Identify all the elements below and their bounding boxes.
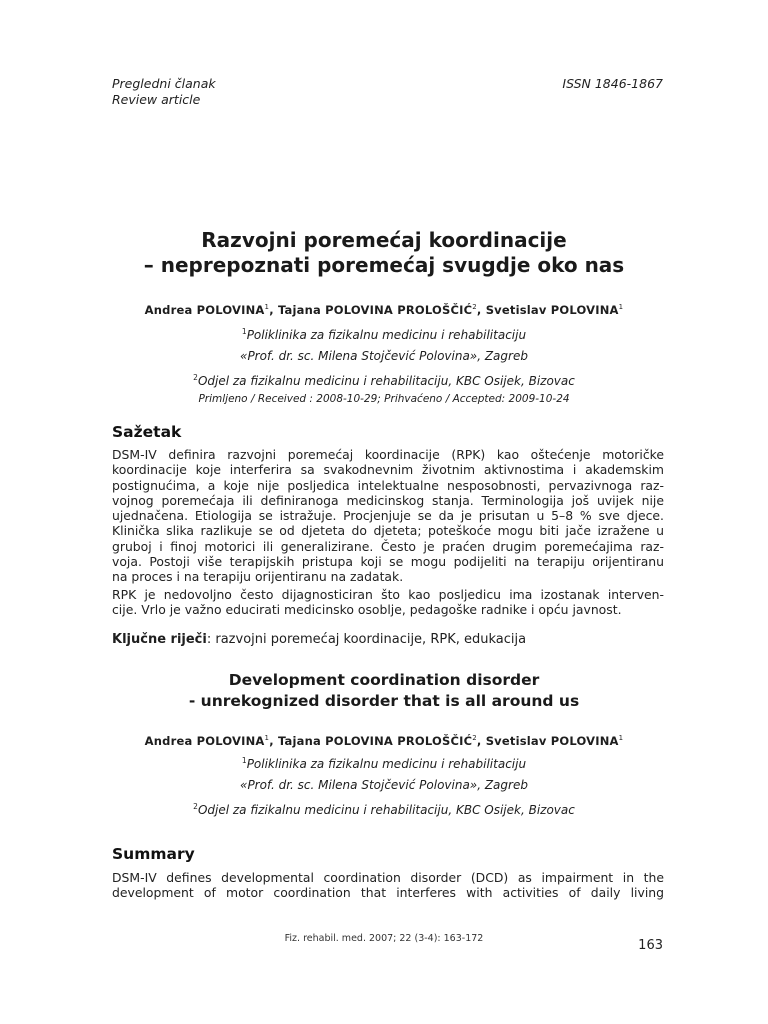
text-line: na proces i na terapiju orijentiranu na zadatak. [112, 569, 404, 585]
text-line: voja. Postoji više terapijskih pristupa koji se mogu podijeliti na terapiju orijentiranu [112, 554, 664, 570]
keywords [112, 632, 526, 647]
text-line: vojnog poremećaja ili definiranoga medicinskog stanja. Terminologija još uvijek nije [112, 492, 664, 508]
issn: ISSN 1846-1867 [562, 76, 663, 91]
keywords-label: Ključne riječi [112, 632, 207, 647]
text-line: cije. Vrlo je važno educirati medicinsko osoblje, pedagoške radnike i opću javnost. [112, 602, 622, 618]
affiliations-en [90, 750, 678, 821]
affiliation-2-line1: Odjel za fizikalnu medicinu i rehabilitaciju, KBC Osijek, Bizovac [197, 374, 575, 388]
author-name: Andrea POLOVINA [144, 734, 265, 748]
author-sup: 1 [618, 303, 624, 312]
article-type [112, 76, 216, 108]
title-hr-line2: – neprepoznati poremećaj svugdje oko nas [143, 253, 625, 277]
text-line: postignućima, a koje nije posljedica intelektualne nesposobnosti, pervazivnoga raz- [112, 477, 664, 493]
summary-paragraph-1 [112, 870, 664, 901]
text-line: Klinička slika razlikuje se od djeteta do djeteta; poteškoće mogu biti jače izražene u [112, 523, 664, 539]
affiliation-sup: 1 [241, 327, 247, 336]
author-name: Svetislav POLOVINA [485, 734, 619, 748]
text-line: ujednačena. Etiologija se istražuje. Procjenjuje se da je prisutan u 5–8 % sve djece. [112, 508, 664, 524]
author-sup: 2 [472, 303, 477, 312]
text-line: DSM-IV defines developmental coordination disorder (DCD) as impairment in the [112, 870, 664, 885]
author-list-en: Andrea POLOVINA$^1$, Tajana POLOVINA PROLOŠČIĆ$^2$, Svetislav POLOVINA$^1$ [144, 734, 624, 748]
summary-heading: Summary [112, 845, 195, 863]
title-en-line2: - unrekognized disorder that is all around us [188, 692, 580, 710]
text-line: gruboj i finoj motorici ili generalizirane. Često je praćen drugim poremećajima raz- [112, 538, 664, 554]
sazetak-paragraph-2 [112, 587, 664, 618]
author-sup: 1 [264, 734, 270, 743]
author-name: Tajana POLOVINA PROLOŠČIĆ [277, 303, 473, 317]
author-sup: 1 [264, 303, 270, 312]
affiliation-1-line2: «Prof. dr. sc. Milena Stojčević Polovina», Zagreb [240, 349, 528, 363]
keywords-text: : razvojni poremećaj koordinacije, RPK, edukacija [206, 632, 527, 647]
affiliation-sup: 1 [241, 756, 247, 765]
journal-citation: Fiz. rehabil. med. 2007; 22 (3-4): 163-172 [284, 933, 484, 944]
text-line: DSM-IV definira razvojni poremećaj koordinacije (RPK) kao oštećenje motoričke [112, 447, 664, 462]
sazetak-heading: Sažetak [112, 423, 182, 441]
author-name: Svetislav POLOVINA [485, 303, 619, 317]
author-sup: 2 [472, 734, 477, 743]
title-en-line1: Development coordination disorder [228, 671, 540, 689]
text-line: koordinacije koje interferira sa svakodnevnim životnim aktivnostima i akademskim [112, 462, 664, 478]
title-hr-line1: Razvojni poremećaj koordinacije [201, 228, 567, 252]
title-english [90, 670, 678, 712]
article-type-en: Review article [112, 92, 201, 107]
author-list: Andrea POLOVINA$^1$, Tajana POLOVINA PROLOŠČIĆ$^2$, Svetislav POLOVINA$^1$ [144, 303, 624, 317]
author-name: Tajana POLOVINA PROLOŠČIĆ [277, 734, 473, 748]
affiliation-2-line1: Odjel za fizikalnu medicinu i rehabilitaciju, KBC Osijek, Bizovac [197, 803, 575, 817]
author-sup: 1 [618, 734, 624, 743]
affiliation-1-line1: Poliklinika za fizikalnu medicinu i rehabilitaciju [246, 328, 527, 342]
text-line: RPK je nedovoljno često dijagnosticiran što kao posljedicu ima izostanak interven- [112, 587, 664, 602]
affiliations [90, 321, 678, 392]
affiliation-1-line1: Poliklinika za fizikalnu medicinu i rehabilitaciju [246, 757, 527, 771]
sazetak-paragraph-1 [112, 447, 664, 585]
affiliation-sup: 2 [193, 373, 198, 382]
text-line: development of motor coordination that interferes with activities of daily living [112, 885, 664, 901]
affiliation-sup: 2 [193, 802, 198, 811]
article-type-hr: Pregledni članak [112, 76, 216, 91]
affiliation-1-line2: «Prof. dr. sc. Milena Stojčević Polovina», Zagreb [240, 778, 528, 792]
received-dates: Primljeno / Received : 2008-10-29; Prihvaćeno / Accepted: 2009-10-24 [198, 393, 570, 405]
title-croatian [90, 228, 678, 278]
author-name: Andrea POLOVINA [144, 303, 265, 317]
page-number: 163 [638, 938, 663, 953]
